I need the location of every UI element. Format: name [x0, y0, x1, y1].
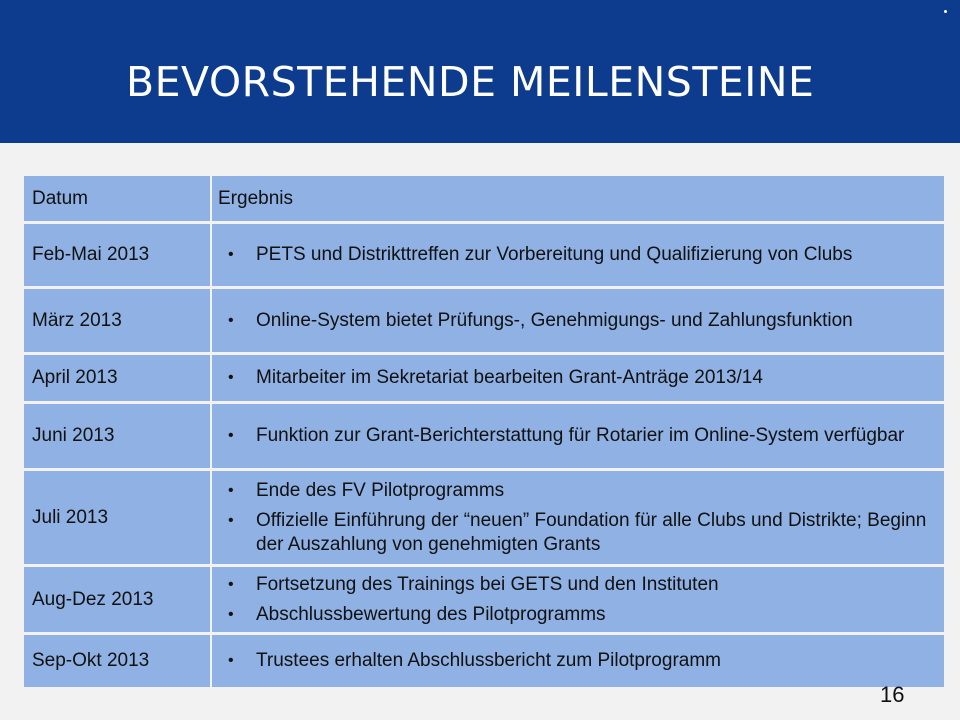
row-result: [212, 404, 944, 468]
list-item: • PETS und Distrikttreffen zur Vorbereitung und Qualifizierung von Clubs: [228, 244, 853, 265]
row-result: [212, 355, 944, 401]
row-date: April 2013: [24, 355, 212, 401]
row-date: Juni 2013: [24, 404, 212, 468]
row-date: März 2013: [24, 289, 212, 352]
list-item: • Funktion zur Grant-Berichterstattung für Rotarier im Online-System verfügbar: [228, 425, 905, 446]
row-date: Aug-Dez 2013: [24, 567, 212, 632]
list-item: • Trustees erhalten Abschlussbericht zum Pilotprogramm: [228, 650, 721, 671]
list-item: • Mitarbeiter im Sekretariat bearbeiten Grant-Anträge 2013/14: [228, 367, 763, 388]
header-result: Ergebnis: [212, 176, 944, 221]
bullet-icon: •: [228, 427, 234, 444]
row-result: [212, 471, 944, 564]
row-date: Sep-Okt 2013: [24, 635, 212, 687]
bullet-icon: •: [228, 575, 234, 593]
bullet-icon: •: [228, 311, 234, 329]
bullet-icon: •: [228, 369, 234, 386]
slide-header: [0, 0, 960, 143]
header-date: Datum: [24, 176, 212, 221]
decorative-dot: [944, 10, 947, 13]
bullet-icon: •: [228, 605, 234, 623]
bullet-icon: •: [228, 511, 234, 529]
row-date: Juli 2013: [24, 471, 212, 564]
list-item: • Abschlussbewertung des Pilotprogramms: [228, 603, 606, 625]
list-item: • Offizielle Einführung der “neuen” Foundation für alle Clubs und Distrikte; Beginn der Auszahlung von genehmigten Grants: [228, 509, 927, 555]
list-item: • Online-System bietet Prüfungs-, Genehmigungs- und Zahlungsfunktion: [218, 306, 944, 336]
list-item: • Ende des FV Pilotprogramms: [228, 479, 505, 501]
slide-title: BEVORSTEHENDE MEILENSTEINE: [126, 58, 815, 106]
bullet-icon: •: [228, 481, 234, 499]
milestones-table: [24, 176, 944, 687]
row-date: Feb-Mai 2013: [24, 224, 212, 286]
bullet-icon: •: [228, 246, 234, 263]
page-number: 16: [880, 682, 905, 707]
row-result: [212, 635, 944, 687]
bullet-icon: •: [228, 652, 234, 669]
list-item: • Fortsetzung des Trainings bei GETS und den Instituten: [228, 573, 719, 595]
row-result: [212, 224, 944, 286]
row-result: [212, 567, 944, 632]
row-result: [212, 289, 944, 352]
